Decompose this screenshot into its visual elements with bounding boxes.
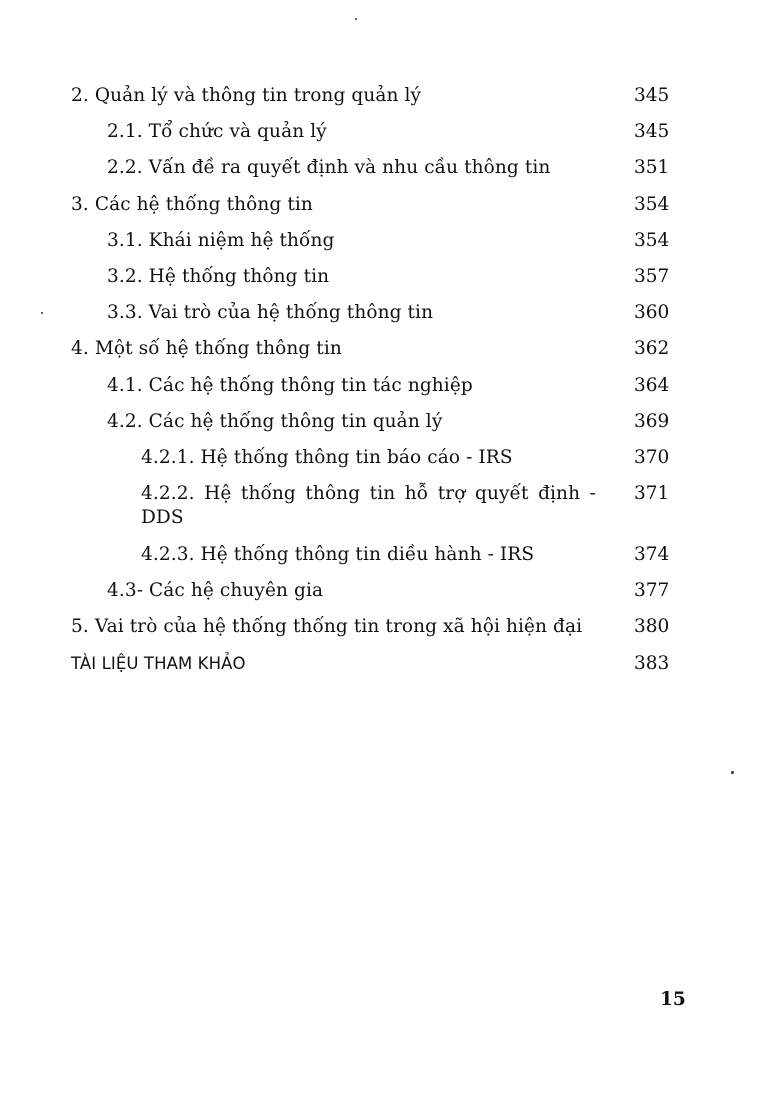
scan-speck — [355, 18, 357, 20]
toc-entry-page: 380 — [634, 616, 670, 638]
toc-entry-page: 364 — [634, 374, 670, 396]
scan-speck — [41, 312, 43, 314]
toc-entry-title: 4.3- Các hệ chuyên gia — [107, 580, 324, 602]
toc-entry-page: 351 — [634, 157, 670, 179]
toc-entry-page: 377 — [634, 580, 670, 602]
toc-entry — [0, 337, 775, 373]
toc-entry — [0, 301, 775, 337]
toc-entry-title: TÀI LIỆU THAM KHẢO — [71, 653, 246, 673]
toc-entry-title: 3.2. Hệ thống thông tin — [107, 265, 330, 287]
toc-entry-title: 4.2.2. Hệ thống thông tin hỗ trợ quyết định - DDS — [141, 483, 596, 529]
toc-entry-page: 354 — [634, 193, 670, 215]
toc-entry — [0, 229, 775, 265]
toc-entry — [0, 265, 775, 301]
toc-entry — [0, 84, 775, 120]
toc-entry-title: 3.3. Vai trò của hệ thống thông tin — [107, 302, 434, 324]
toc-entry — [0, 374, 775, 410]
toc-entry — [0, 579, 775, 615]
toc-entry-page: 354 — [634, 229, 670, 251]
toc-entry-page: 345 — [634, 121, 670, 143]
toc-entry-page: 369 — [634, 410, 670, 432]
toc-entry-page: 371 — [634, 483, 670, 505]
toc-entry — [0, 652, 775, 688]
toc-entry-title: 4.2.3. Hệ thống thông tin diều hành - IRS — [141, 544, 535, 566]
toc-entry-title: 5. Vai trò của hệ thống thống tin trong xã hội hiện đại — [71, 616, 583, 638]
toc-entry-page: 383 — [634, 652, 670, 674]
toc-entry-title: 4.2.1. Hệ thống thông tin báo cáo - IRS — [141, 446, 513, 468]
page-number: 15 — [660, 989, 686, 1010]
toc-entry-title: 2.2. Vấn đề ra quyết định và nhu cầu thông tin — [107, 157, 551, 179]
toc-entry — [0, 446, 775, 482]
toc-entry-title: 3. Các hệ thống thông tin — [71, 193, 313, 215]
toc-entry-title: 3.1. Khái niệm hệ thống — [107, 229, 335, 251]
toc-entry — [0, 120, 775, 156]
toc-entry-title: 4.1. Các hệ thống thông tin tác nghiệp — [107, 374, 473, 396]
toc-entry-page: 374 — [634, 544, 670, 566]
toc-entry-page: 357 — [634, 265, 670, 287]
toc-entry — [0, 410, 775, 446]
table-of-contents — [0, 84, 775, 688]
toc-entry — [0, 543, 775, 579]
toc-entry-page: 360 — [634, 302, 670, 324]
toc-entry — [0, 482, 775, 543]
toc-entry-title: 2. Quản lý và thông tin trong quản lý — [71, 85, 422, 106]
toc-entry-title: 2.1. Tổ chức và quản lý — [107, 121, 327, 143]
toc-entry — [0, 156, 775, 192]
toc-entry-page: 362 — [634, 338, 670, 360]
toc-entry — [0, 615, 775, 651]
toc-entry-page: 370 — [634, 446, 670, 468]
toc-entry-title: 4.2. Các hệ thống thông tin quản lý — [107, 410, 443, 432]
toc-entry-page: 345 — [634, 85, 670, 106]
toc-entry — [0, 193, 775, 229]
scan-speck — [731, 771, 734, 774]
toc-entry-title: 4. Một số hệ thống thông tin — [71, 338, 342, 360]
